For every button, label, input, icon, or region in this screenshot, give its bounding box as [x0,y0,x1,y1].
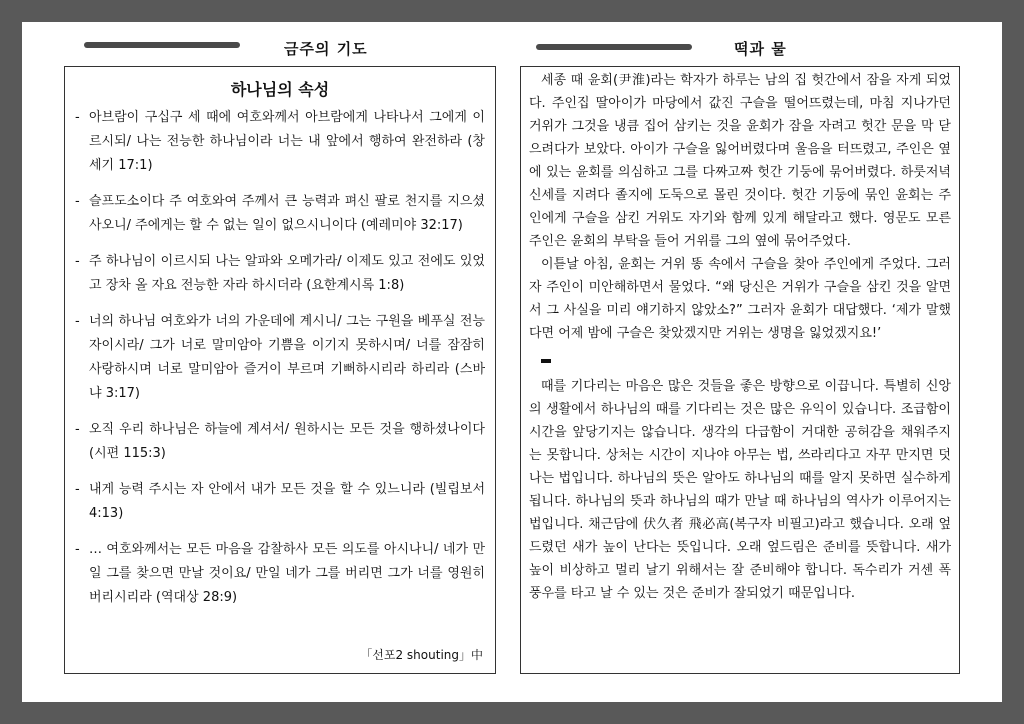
story-paragraph: 이튿날 아침, 윤회는 거위 똥 속에서 구슬을 찾아 주인에게 주었다. 그러자 주인이 미안해하면서 물었다. “왜 당신은 거위가 구슬을 삼킨 것을 알면서 그 사실을 미리 얘기하지 않았소?” 그러자 윤회가 대답했다. ‘제가 말했다면 어제 밤에 구슬은 찾았겠지만 거위는 생명을 잃었겠지요!’ [529,257,951,341]
verse-text: 아브람이 구십구 세 때에 여호와께서 아브람에게 나타나서 그에게 이르시되/ 나는 전능한 하나님이라 너는 내 앞에서 행하여 완전하라 (창세기 17:1) [89,110,485,173]
verse-text: 너의 하나님 여호와가 너의 가운데에 계시니/ 그는 구원을 베푸실 전능자이시라/ 그가 너로 말미암아 기쁨을 이기지 못하시며/ 너를 잠잠히 사랑하시며 너로 말미암아 즐거이 부르며 기뻐하시리라 하리라 (스바냐 3:17) [89,314,485,401]
source-citation: 「선포2 shouting」中 [360,648,483,662]
verse-text: … 여호와께서는 모든 마음을 감찰하사 모든 의도를 아시나니/ 네가 만일 그를 찾으면 만날 것이요/ 만일 네가 그를 버리면 그가 너를 영원히 버리시리라 (역대상 28:9) [89,542,485,605]
story-box [520,66,960,674]
verse-item: - 주 하나님이 이르시되 나는 알파와 오메가라/ 이제도 있고 전에도 있었고 장차 올 자요 전능한 자라 하시더라 (요한계시록 1:8) [75,254,485,293]
story-paragraph: 세종 때 윤회(尹淮)라는 학자가 하루는 남의 집 헛간에서 잠을 자게 되었다. 주인집 딸아이가 마당에서 값진 구슬을 떨어뜨렸는데, 마침 지나가던 거위가 그것을 냉큼 집어 삼키는 것을 윤회가 잠을 자려고 헛간 문을 막 닫으려다가 보았다. 아이가 구슬을 잃어버렸다며 울음을 터뜨렸고, 주인은 옆에 있는 윤회를 의심하고 그를 다짜고짜 헛간 기둥에 묶어버렸다. 하룻저녁 신세를 지려다 졸지에 도둑으로 몰린 것이다. 헛간 기둥에 묶인 윤회는 주인에게 구슬을 삼킨 거위도 자기와 함께 있게 해달라고 했다. 영문도 모른 주인은 윤회의 부탁을 들어 거위를 그의 옆에 묶어주었다. [529,73,951,249]
prayer-box-title: 하나님의 속성 [230,80,330,99]
verse-text: 슬프도소이다 주 여호와여 주께서 큰 능력과 펴신 팔로 천지를 지으셨사오니/ 주에게는 할 수 없는 일이 없으시니이다 (예레미야 32:17) [89,194,485,233]
right-header-rule [536,44,692,50]
bulletin-sheet [22,22,1002,702]
reflection-paragraph: 때를 기다리는 마음은 많은 것들을 좋은 방향으로 이끕니다. 특별히 신앙의 생활에서 하나님의 때를 기다리는 것은 많은 유익이 있습니다. 조급함이 시간을 앞당기지는 않습니다. 생각의 다급함이 거대한 공허감을 채워주지는 못합니다. 상처는 시간이 지나야 아무는 법, 쓰라리다고 자꾸 만지면 덧나는 법입니다. 하나님의 뜻은 알아도 하나님의 때를 알지 못하면 실수하게 됩니다. 하나님의 뜻과 하나님의 때가 만날 때 하나님의 역사가 이루어지는 법입니다. 채근담에 伏久者 飛必高(복구자 비필고)라고 했습니다. 오래 엎드렸던 새가 높이 난다는 뜻입니다. 오래 엎드림은 준비를 뜻합니다. 새가 높이 비상하고 멀리 날기 위해서는 잘 준비해야 합니다. 독수리가 거센 폭풍우를 타고 날 수 있는 것은 준비가 잘되었기 때문입니다. [529,379,951,601]
section-separator [541,359,551,363]
left-header-rule [84,42,240,48]
left-heading: 금주의 기도 [284,40,368,58]
verse-item: - 아브람이 구십구 세 때에 여호와께서 아브람에게 나타나서 그에게 이르시되/ 나는 전능한 하나님이라 너는 내 앞에서 행하여 완전하라 (창세기 17:1) [75,110,485,173]
verse-text: 오직 우리 하나님은 하늘에 계셔서/ 원하시는 모든 것을 행하셨나이다 (시편 115:3) [89,422,485,461]
verse-item: - 오직 우리 하나님은 하늘에 계셔서/ 원하시는 모든 것을 행하셨나이다 (시편 115:3) [75,422,485,461]
right-heading: 떡과 물 [734,40,787,58]
prayer-box [64,66,496,674]
verse-text: 내게 능력 주시는 자 안에서 내가 모든 것을 할 수 있느니라 (빌립보서 4:13) [89,482,485,521]
verse-item: - 너의 하나님 여호와가 너의 가운데에 계시니/ 그는 구원을 베푸실 전능자이시라/ 그가 너로 말미암아 기쁨을 이기지 못하시며/ 너를 잠잠히 사랑하시며 너로 말미암아 즐거이 부르며 기뻐하시리라 하리라 (스바냐 3:17) [75,314,485,401]
verse-item: - 슬프도소이다 주 여호와여 주께서 큰 능력과 펴신 팔로 천지를 지으셨사오니/ 주에게는 할 수 없는 일이 없으시니이다 (예레미야 32:17) [75,194,485,233]
verse-item: - … 여호와께서는 모든 마음을 감찰하사 모든 의도를 아시나니/ 네가 만일 그를 찾으면 만날 것이요/ 만일 네가 그를 버리면 그가 너를 영원히 버리시리라 (역대상 28:9) [75,542,485,605]
verse-text: 주 하나님이 이르시되 나는 알파와 오메가라/ 이제도 있고 전에도 있었고 장차 올 자요 전능한 자라 하시더라 (요한계시록 1:8) [89,254,485,293]
verse-item: - 내게 능력 주시는 자 안에서 내가 모든 것을 할 수 있느니라 (빌립보서 4:13) [75,482,485,521]
